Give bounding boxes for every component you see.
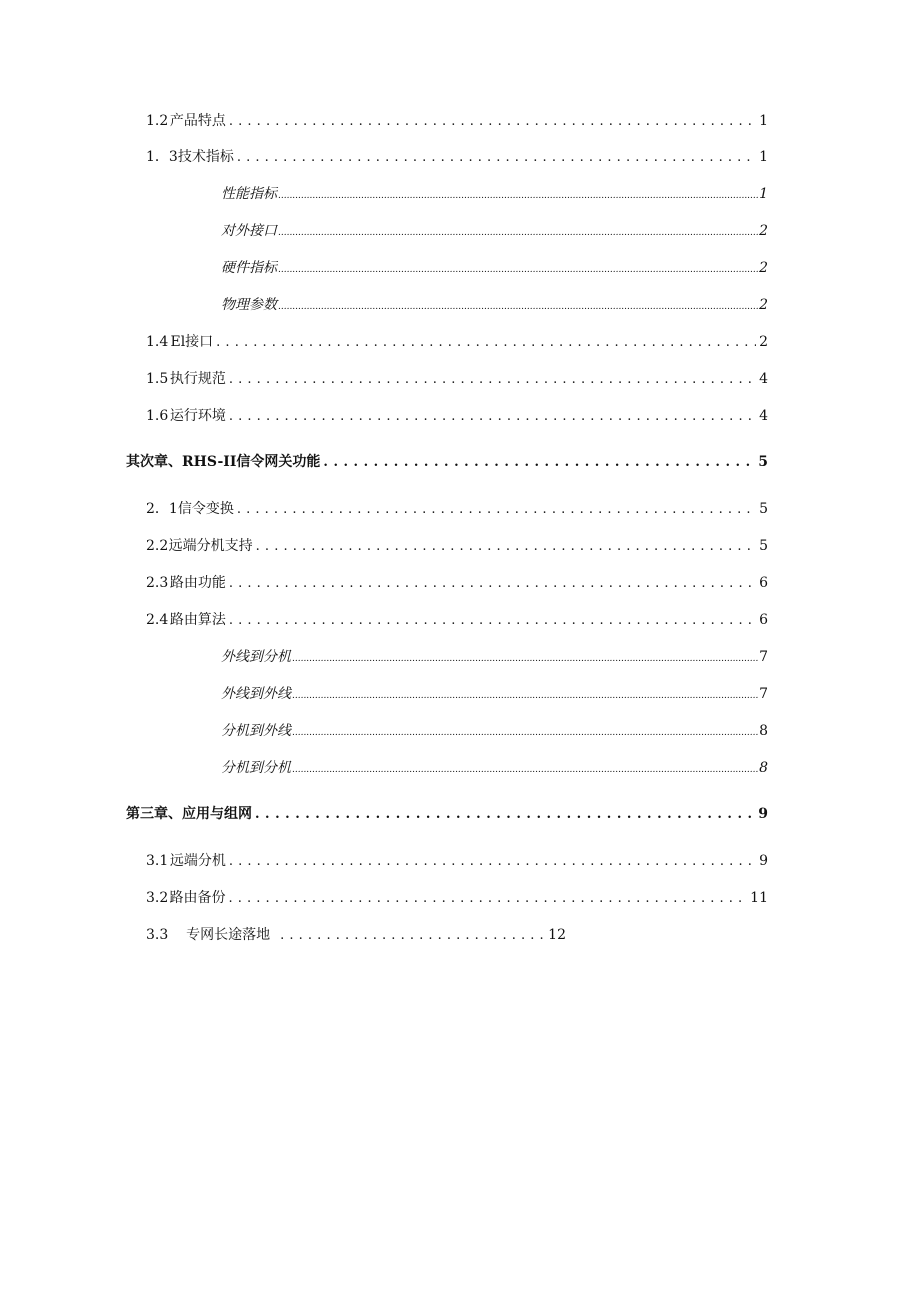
toc-subentry-fenji-waixian[interactable] <box>221 720 768 742</box>
toc-number: 2.4 <box>146 612 169 628</box>
toc-page-number: 2 <box>759 297 768 313</box>
toc-title: 分机到分机 <box>221 760 291 776</box>
toc-entry-3-2[interactable] <box>146 887 768 909</box>
toc-subentry-waixian-waixian[interactable] <box>221 683 768 705</box>
toc-entry-1-3[interactable] <box>146 146 768 168</box>
toc-page-number: 2 <box>759 334 768 350</box>
toc-page-number: 9 <box>759 853 768 869</box>
dot-leader <box>237 498 756 520</box>
toc-number: 1．3 <box>146 149 178 165</box>
toc-number: 1.5 <box>146 371 169 387</box>
toc-number: 3.2 <box>146 890 169 906</box>
toc-page-number: 2 <box>759 260 768 276</box>
toc-entry-1-4[interactable] <box>146 331 768 353</box>
dot-leader <box>229 609 756 631</box>
toc-number: 2．1 <box>146 501 178 517</box>
toc-number: 2.3 <box>146 575 169 591</box>
toc-subentry-wuli[interactable] <box>221 294 768 316</box>
dot-leader <box>216 331 756 353</box>
dot-leader <box>292 720 759 742</box>
toc-page-number: 11 <box>750 890 768 906</box>
chapter-title: 应用与组网 <box>182 806 252 822</box>
dot-leader <box>256 535 756 557</box>
toc-title: 执行规范 <box>169 371 226 387</box>
toc-page-number: 5 <box>759 538 768 554</box>
toc-title: 外线到分机 <box>221 649 291 665</box>
toc-title: El接口 <box>170 334 214 350</box>
toc-title: 路由功能 <box>169 575 226 591</box>
dot-leader <box>278 220 759 242</box>
chapter-label: 其次章、 <box>126 454 182 470</box>
toc-title: 远端分机支持 <box>168 538 253 554</box>
toc-number: 1.2 <box>146 113 169 129</box>
toc-page-number: 12 <box>548 927 566 943</box>
toc-number: 3.1 <box>146 853 169 869</box>
toc-page-number: 1 <box>759 186 768 202</box>
dot-leader <box>292 646 759 668</box>
dot-leader <box>278 257 759 279</box>
toc-page-number: 6 <box>759 575 768 591</box>
toc-entry-3-1[interactable] <box>146 850 768 872</box>
toc-subentry-duiwai[interactable] <box>221 220 768 242</box>
toc-number: 2.2 <box>146 538 169 554</box>
toc-chapter-3[interactable] <box>126 803 768 825</box>
toc-number: 3.3 <box>146 927 169 943</box>
toc-page-number: 5 <box>759 501 768 517</box>
dot-leader <box>292 683 759 705</box>
toc-entry-2-1[interactable] <box>146 498 768 520</box>
toc-page-number: 1 <box>759 149 768 165</box>
toc-title: 路由算法 <box>169 612 226 628</box>
toc-page-number: 1 <box>759 113 768 129</box>
toc-subentry-xingneng[interactable] <box>221 183 768 205</box>
toc-page-number: 8 <box>759 723 768 739</box>
toc-entry-3-3[interactable] <box>146 924 566 946</box>
toc-page-number: 9 <box>758 806 768 822</box>
toc-title: 远端分机 <box>169 853 226 869</box>
toc-title: 产品特点 <box>169 113 226 129</box>
dot-leader <box>323 451 755 473</box>
toc-title: 性能指标 <box>221 186 277 202</box>
toc-entry-1-2[interactable] <box>146 110 768 132</box>
toc-title: 分机到外线 <box>221 723 291 739</box>
toc-entry-2-4[interactable] <box>146 609 768 631</box>
toc-title: 专网长途落地 <box>186 927 271 943</box>
chapter-label: 第三章、 <box>126 806 182 822</box>
toc-page-number: 5 <box>758 454 768 470</box>
dot-leader <box>280 924 544 947</box>
dot-leader <box>278 183 759 205</box>
toc-title: 外线到外线 <box>221 686 291 702</box>
dot-leader <box>255 803 755 825</box>
toc-title: 物理参数 <box>221 297 277 313</box>
toc-number: 1.6 <box>146 408 169 424</box>
toc-entry-1-5[interactable] <box>146 368 768 390</box>
toc-title: 技术指标 <box>177 149 234 165</box>
toc-title: 硬件指标 <box>221 260 277 276</box>
toc-page-number: 8 <box>759 760 768 776</box>
toc-subentry-yingjian[interactable] <box>221 257 768 279</box>
dot-leader <box>229 572 756 594</box>
toc-page-number: 6 <box>759 612 768 628</box>
toc-entry-2-3[interactable] <box>146 572 768 594</box>
toc-title: 信令变换 <box>177 501 234 517</box>
toc-title: 路由备份 <box>169 890 226 906</box>
toc-number: 1.4 <box>146 334 169 350</box>
dot-leader <box>229 368 756 390</box>
toc-entry-2-2[interactable] <box>146 535 768 557</box>
dot-leader <box>292 757 759 779</box>
toc-page-number: 4 <box>759 408 768 424</box>
toc-page-number: 7 <box>759 686 768 702</box>
toc-subentry-waixian-fenji[interactable] <box>221 646 768 668</box>
dot-leader <box>229 887 748 909</box>
toc-subentry-fenji-fenji[interactable] <box>221 757 768 779</box>
toc-title: 对外接口 <box>221 223 277 239</box>
toc-page-number: 7 <box>759 649 768 665</box>
dot-leader <box>229 405 756 427</box>
toc-chapter-2[interactable] <box>126 451 768 473</box>
toc-page-number: 4 <box>759 371 768 387</box>
dot-leader <box>278 294 759 316</box>
dot-leader <box>237 146 756 168</box>
toc-title: 运行环境 <box>169 408 226 424</box>
dot-leader <box>229 850 756 872</box>
toc-page-number: 2 <box>759 223 768 239</box>
chapter-title: RHS-II信令网关功能 <box>182 454 321 470</box>
dot-leader <box>229 110 756 132</box>
toc-entry-1-6[interactable] <box>146 405 768 427</box>
